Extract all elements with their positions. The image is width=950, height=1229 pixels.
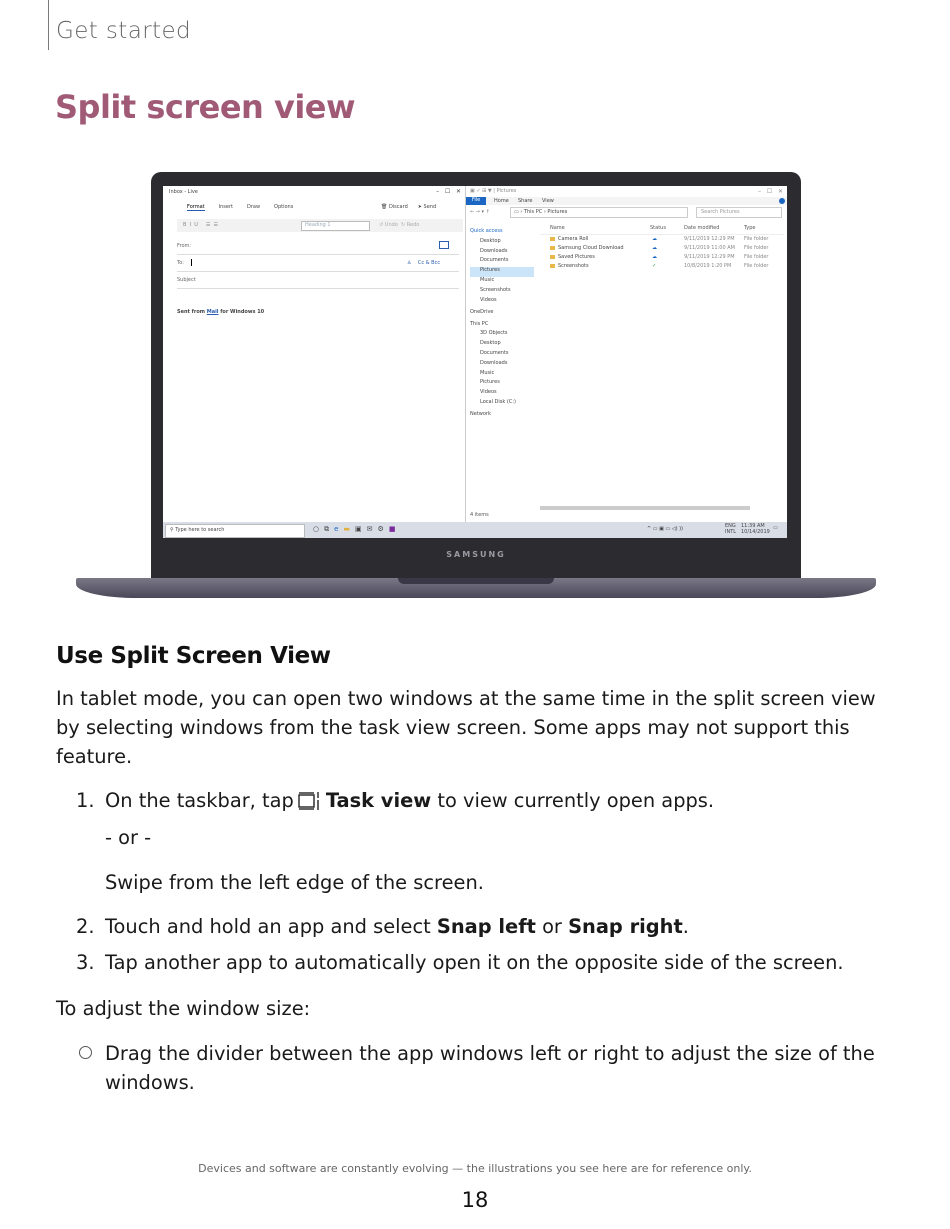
step-1-or: - or - bbox=[105, 826, 152, 849]
body-prefix: Sent from bbox=[177, 309, 207, 315]
from-label: From: bbox=[177, 243, 192, 249]
explorer-title: ▣ ✓ ⊞ ▼ | Pictures bbox=[470, 188, 517, 194]
file-type: File folder bbox=[744, 245, 769, 251]
bullet-text: Drag the divider between the app windows left or right to adjust the size of the windows. bbox=[105, 1042, 875, 1094]
laptop-notch bbox=[398, 578, 554, 584]
column-name[interactable]: Name bbox=[550, 225, 565, 231]
adjust-intro: To adjust the window size: bbox=[56, 997, 311, 1020]
file-date: 9/11/2019 11:00 AM bbox=[684, 245, 735, 251]
horizontal-scrollbar[interactable] bbox=[540, 506, 750, 510]
laptop-screen bbox=[163, 186, 787, 538]
explorer-title-text: Pictures bbox=[496, 188, 517, 194]
heading-style-select[interactable]: Heading 1 bbox=[301, 221, 370, 231]
taskbar-search-input[interactable]: ⚲ Type here to search bbox=[165, 524, 305, 538]
laptop-lid bbox=[151, 172, 801, 580]
tab-draw[interactable]: Draw bbox=[246, 204, 261, 210]
format-icons[interactable]: B I U ☰ ☰ bbox=[183, 222, 219, 228]
body-link[interactable]: Mail bbox=[206, 309, 219, 315]
step-1-post: to view currently open apps. bbox=[431, 789, 715, 812]
step-2-pre: Touch and hold an app and select bbox=[105, 915, 437, 938]
subheading: Use Split Screen View bbox=[56, 643, 331, 669]
step-2 bbox=[105, 912, 689, 941]
task-view-icon bbox=[298, 791, 320, 811]
cc-bcc-link[interactable]: ♙ Cc & Bcc bbox=[407, 260, 441, 266]
search-placeholder: Search Pictures bbox=[701, 209, 740, 215]
undo-redo-icon[interactable]: ↺ Undo ↻ Redo bbox=[379, 222, 420, 228]
column-status[interactable]: Status bbox=[650, 225, 666, 231]
folder-icon bbox=[550, 237, 555, 241]
ribbon-tab-view[interactable]: View bbox=[542, 198, 554, 204]
send-button[interactable]: ➤ Send bbox=[417, 204, 437, 210]
taskbar-search-placeholder: Type here to search bbox=[175, 527, 225, 533]
step-2-mid: or bbox=[535, 915, 569, 938]
laptop-illustration bbox=[76, 168, 876, 604]
taskbar bbox=[163, 522, 787, 538]
nav-item[interactable]: Videos bbox=[480, 296, 497, 303]
to-input[interactable] bbox=[191, 259, 192, 266]
nav-item[interactable]: Quick access bbox=[470, 228, 503, 234]
lang: ENG bbox=[725, 523, 736, 529]
nav-item[interactable]: Music bbox=[480, 276, 495, 283]
file-type: File folder bbox=[744, 263, 769, 269]
snap-right-label: Snap right bbox=[568, 915, 683, 938]
file-name: Samsung Cloud Download bbox=[558, 245, 624, 251]
column-date[interactable]: Date modified bbox=[684, 225, 720, 231]
to-label: To: bbox=[177, 260, 184, 266]
file-row[interactable] bbox=[540, 235, 784, 244]
time: 11:39 AM bbox=[741, 523, 765, 529]
nav-item[interactable]: Downloads bbox=[480, 247, 508, 254]
file-name: Saved Pictures bbox=[558, 254, 595, 260]
mail-tabs bbox=[187, 204, 293, 211]
column-type[interactable]: Type bbox=[744, 225, 756, 231]
nav-item[interactable]: Videos bbox=[480, 389, 497, 396]
cc-bcc-label: Cc & Bcc bbox=[417, 260, 441, 266]
from-account-icon[interactable] bbox=[439, 241, 449, 249]
subject-field[interactable]: Subject bbox=[177, 277, 196, 283]
taskbar-app-icons[interactable]: ○⧉e▬▣✉⚙■ bbox=[313, 525, 401, 533]
page-number: 18 bbox=[461, 1188, 489, 1212]
step-3-number: 3. bbox=[76, 951, 95, 974]
cloud-icon: ☁ bbox=[652, 254, 657, 260]
folder-icon bbox=[550, 255, 555, 259]
search-input[interactable] bbox=[696, 207, 782, 218]
file-date: 9/11/2019 12:29 PM bbox=[684, 254, 735, 260]
help-icon[interactable] bbox=[779, 198, 785, 204]
cloud-icon: ☁ bbox=[652, 245, 657, 251]
body-suffix: for Windows 10 bbox=[218, 309, 265, 315]
system-tray-icons[interactable]: ^ ▭ ▣ ▭ ◁) )) bbox=[647, 526, 684, 532]
nav-item[interactable]: Screenshots bbox=[480, 286, 511, 293]
section-label: Get started bbox=[56, 18, 192, 44]
ribbon-tab-share[interactable]: Share bbox=[518, 198, 533, 204]
nav-arrows-icon[interactable]: ← → ▾ ↑ bbox=[470, 209, 490, 215]
step-2-number: 2. bbox=[76, 915, 95, 938]
send-label: Send bbox=[423, 204, 437, 210]
header-divider bbox=[48, 0, 49, 50]
step-1 bbox=[105, 786, 714, 815]
lang-indicator[interactable] bbox=[725, 523, 736, 535]
path-current[interactable]: Pictures bbox=[547, 209, 568, 215]
nav-item[interactable]: Downloads bbox=[480, 359, 508, 366]
folder-icon bbox=[550, 264, 555, 268]
lang2: INTL bbox=[725, 529, 737, 535]
file-date: 10/8/2019 1:20 PM bbox=[684, 263, 732, 269]
nav-item[interactable]: OneDrive bbox=[470, 308, 494, 315]
explorer-window bbox=[466, 186, 787, 522]
nav-item[interactable]: Network bbox=[470, 410, 491, 417]
mail-window bbox=[163, 186, 466, 522]
nav-pane bbox=[470, 228, 534, 421]
nav-item[interactable]: Desktop bbox=[480, 340, 501, 347]
file-name: Screenshots bbox=[558, 263, 589, 269]
format-toolbar bbox=[177, 219, 463, 232]
mail-body[interactable] bbox=[177, 309, 264, 315]
file-name: Camera Roll bbox=[558, 236, 589, 242]
file-row[interactable] bbox=[540, 244, 784, 253]
nav-item[interactable]: Music bbox=[480, 369, 495, 376]
step-1-bold: Task view bbox=[325, 789, 432, 812]
tab-options[interactable]: Options bbox=[274, 204, 294, 210]
ribbon bbox=[466, 197, 787, 205]
ribbon-tab-file[interactable]: File bbox=[466, 197, 486, 205]
file-type: File folder bbox=[744, 254, 769, 260]
tab-format[interactable]: Format bbox=[187, 204, 205, 210]
nav-item[interactable]: Pictures bbox=[480, 379, 500, 386]
nav-item[interactable]: Local Disk (C:) bbox=[480, 398, 516, 405]
file-list bbox=[540, 224, 784, 271]
file-type: File folder bbox=[744, 236, 769, 242]
file-row[interactable] bbox=[540, 253, 784, 262]
file-date: 9/11/2019 12:29 PM bbox=[684, 236, 735, 242]
nav-item[interactable]: Documents bbox=[480, 257, 509, 264]
nav-item[interactable]: 3D Objects bbox=[480, 330, 508, 337]
date: 10/14/2019 bbox=[741, 529, 770, 535]
mail-title: Inbox - Live bbox=[169, 189, 198, 195]
step-1-number: 1. bbox=[76, 789, 95, 812]
tab-insert[interactable]: Insert bbox=[218, 204, 233, 210]
folder-icon bbox=[550, 246, 555, 250]
page-title: Split screen view bbox=[55, 88, 356, 126]
explorer-window-controls-icon[interactable]: – ☐ ✕ bbox=[758, 188, 783, 195]
file-row[interactable] bbox=[540, 262, 784, 271]
bullet-icon bbox=[79, 1046, 92, 1059]
brand-logo: SAMSUNG bbox=[446, 550, 506, 559]
nav-item[interactable]: This PC bbox=[470, 320, 489, 327]
footer-disclaimer: Devices and software are constantly evolving — the illustrations you see here are for reference only. bbox=[198, 1162, 752, 1175]
cloud-icon: ☁ bbox=[652, 236, 657, 242]
nav-item[interactable]: Desktop bbox=[480, 237, 501, 244]
window-controls-icon[interactable]: – ☐ ✕ bbox=[436, 188, 461, 195]
discard-button[interactable]: 🗑 Discard bbox=[381, 204, 408, 210]
synced-icon: ✓ bbox=[652, 263, 657, 269]
ribbon-tab-home[interactable]: Home bbox=[494, 198, 509, 204]
address-bar[interactable]: ▭ › This PC › Pictures bbox=[510, 207, 688, 218]
file-list-header bbox=[540, 224, 784, 235]
notification-icon[interactable]: ▭ bbox=[773, 525, 778, 531]
step-1-alt: Swipe from the left edge of the screen. bbox=[105, 871, 484, 894]
clock[interactable] bbox=[741, 523, 770, 535]
intro-paragraph: In tablet mode, you can open two windows at the same time in the split screen view by selecting windows from the task view screen. Some apps may not support this feature. bbox=[56, 687, 876, 768]
step-2-post: . bbox=[682, 915, 689, 938]
nav-item[interactable]: Documents bbox=[480, 349, 509, 356]
nav-item-selected[interactable]: Pictures bbox=[470, 267, 534, 277]
path-this-pc[interactable]: This PC bbox=[523, 209, 543, 215]
discard-label: Discard bbox=[388, 204, 408, 210]
step-1-pre: On the taskbar, tap bbox=[105, 789, 294, 812]
step-3: Tap another app to automatically open it on the opposite side of the screen. bbox=[105, 951, 844, 974]
snap-left-label: Snap left bbox=[436, 915, 536, 938]
status-count: 4 items bbox=[470, 512, 489, 518]
